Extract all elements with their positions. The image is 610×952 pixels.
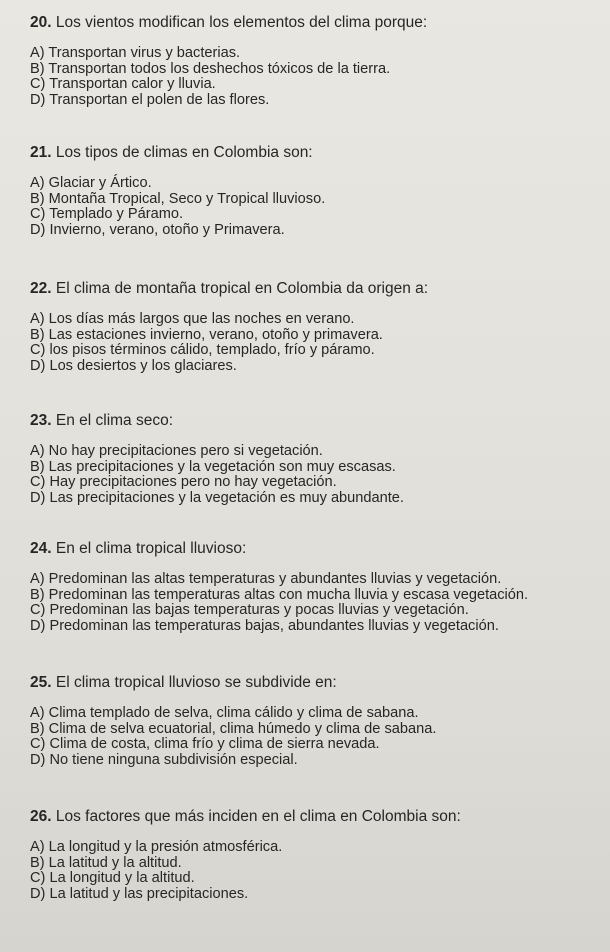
question-number: 26. [30,808,52,825]
question-text: Los factores que más inciden en el clima en Colombia son: [55,808,461,825]
question-number: 21. [30,144,52,161]
option-d: D) Los desiertos y los glaciares. [30,357,237,374]
option-b: B) La latitud y la altitud. [30,854,182,871]
option-c: C) La longitud y la altitud. [30,870,195,887]
option-b: B) Las precipitaciones y la vegetación son muy escasas. [30,458,396,475]
option-a: A) No hay precipitaciones pero si vegetación. [30,443,323,459]
question-text: Los tipos de climas en Colombia son: [55,144,313,161]
option-b: B) Transportan todos los deshechos tóxicos de la tierra. [30,60,391,77]
question-24 [30,540,605,634]
question-25 [30,674,605,768]
question-23 [30,412,605,506]
question-title [30,808,605,826]
option-a: A) Glaciar y Ártico. [30,175,152,191]
option-d: D) Transportan el polen de las flores. [30,91,270,108]
option-a: A) Predominan las altas temperaturas y abundantes lluvias y vegetación. [30,571,502,587]
option-d: D) Predominan las temperaturas bajas, abundantes lluvias y vegetación. [30,617,499,634]
option-d: D) No tiene ninguna subdivisión especial. [30,751,298,768]
question-26 [30,808,605,902]
question-text: En el clima tropical lluvioso: [55,540,247,557]
option-b: B) Montaña Tropical, Seco y Tropical lluvioso. [30,190,326,207]
question-text: El clima tropical lluvioso se subdivide en: [55,674,337,691]
option-a: A) Los días más largos que las noches en verano. [30,311,355,327]
question-title [30,280,605,298]
question-number: 24. [30,540,52,557]
question-title [30,14,605,32]
question-number: 20. [30,14,52,31]
option-a: A) Clima templado de selva, clima cálido y clima de sabana. [30,705,419,721]
option-c: C) Templado y Páramo. [30,206,184,223]
option-c: C) Clima de costa, clima frío y clima de sierra nevada. [30,736,380,753]
option-c: C) Transportan calor y lluvia. [30,76,216,93]
question-text: Los vientos modifican los elementos del clima porque: [55,14,428,31]
question-22 [30,280,605,374]
question-21 [30,144,605,238]
question-title [30,412,605,430]
question-title [30,144,605,162]
question-text: En el clima seco: [55,412,174,429]
option-b: B) Predominan las temperaturas altas con mucha lluvia y escasa vegetación. [30,586,529,603]
question-number: 25. [30,674,52,691]
option-c: C) Predominan las bajas temperaturas y pocas lluvias y vegetación. [30,602,469,619]
option-b: B) Clima de selva ecuatorial, clima húmedo y clima de sabana. [30,720,437,737]
question-number: 22. [30,280,52,297]
option-d: D) Las precipitaciones y la vegetación es muy abundante. [30,489,404,506]
option-a: A) La longitud y la presión atmosférica. [30,839,283,855]
question-number: 23. [30,412,52,429]
question-20 [30,14,605,108]
option-a: A) Transportan virus y bacterias. [30,45,241,61]
option-d: D) La latitud y las precipitaciones. [30,885,249,902]
option-b: B) Las estaciones invierno, verano, otoño y primavera. [30,326,383,343]
question-title [30,540,605,558]
question-title [30,674,605,692]
question-text: El clima de montaña tropical en Colombia da origen a: [55,280,429,297]
option-d: D) Invierno, verano, otoño y Primavera. [30,221,285,238]
option-c: C) Hay precipitaciones pero no hay vegetación. [30,474,337,491]
option-c: C) los pisos términos cálido, templado, frío y páramo. [30,342,375,359]
